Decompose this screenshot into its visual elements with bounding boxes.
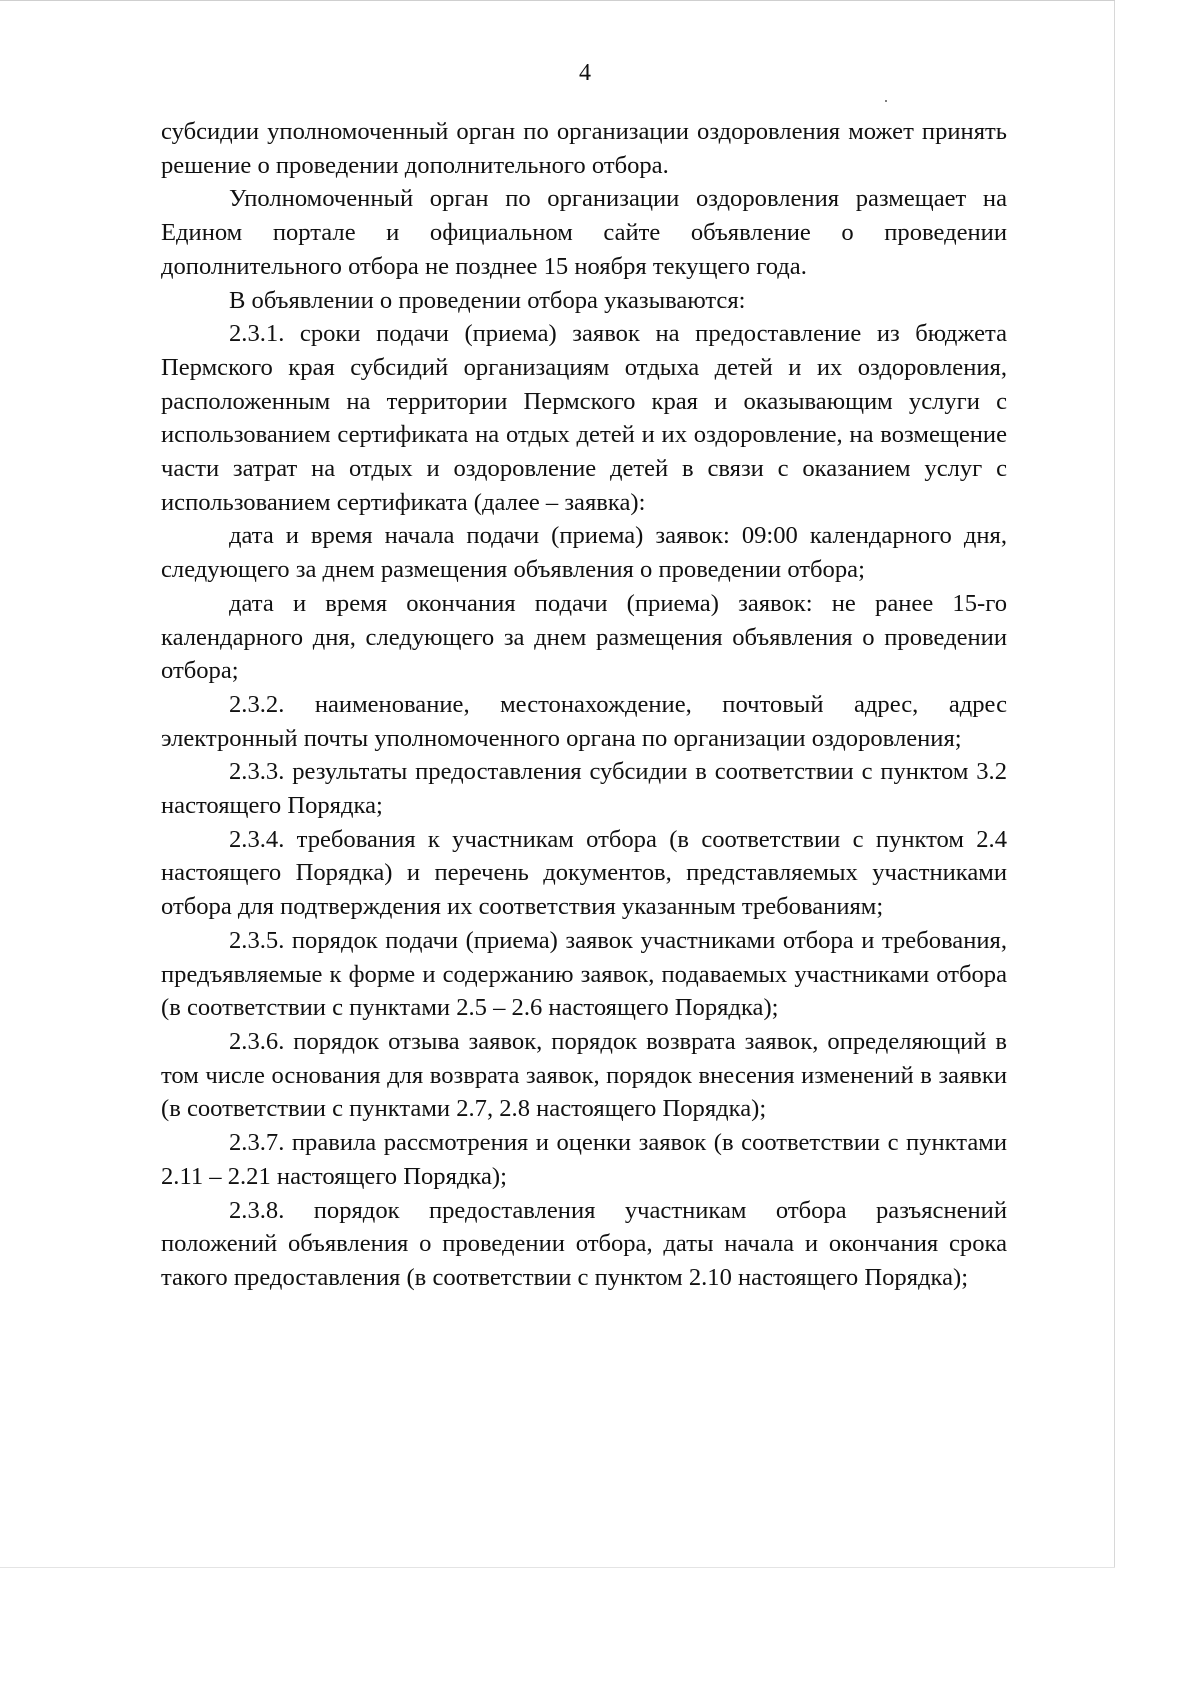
paragraph: 2.3.8. порядок предоставления участникам отбора разъяснений положений объявления о проведении отбора, даты начала и окончания срока такого предоставления (в соответствии с пунктом 2.10 настоящего Порядка); [161, 1196, 1007, 1291]
paragraph: 2.3.1. сроки подачи (приема) заявок на предоставление из бюджета Пермского края субсидий организациям отдыха детей и их оздоровления, расположенным на территории Пермского края и оказывающим услуги с использованием сертификата на отдых детей и их оздоровление, на возмещение части затрат на отдых и оздоровление детей в связи с оказанием услуг с использованием сертификата (далее – заявка): [161, 320, 1007, 516]
paragraph: 2.3.6. порядок отзыва заявок, порядок возврата заявок, определяющий в том числе основания для возврата заявок, порядок внесения изменений в заявки (в соответствии с пунктами 2.7, 2.8 настоящего Порядка); [161, 1027, 1007, 1123]
scan-artifact [885, 100, 887, 102]
paragraph: 2.3.2. наименование, местонахождение, почтовый адрес, адрес электронный почты уполномоченного органа по организации оздоровления; [161, 690, 1007, 752]
paragraph: 2.3.7. правила рассмотрения и оценки заявок (в соответствии с пунктами 2.11 – 2.21 настоящего Порядка); [161, 1129, 1007, 1190]
paragraph: 2.3.5. порядок подачи (приема) заявок участниками отбора и требования, предъявляемые к форме и содержанию заявок, подаваемых участниками отбора (в соответствии с пунктами 2.5 – 2.6 настоящего Порядка); [161, 926, 1007, 1022]
paragraph: Уполномоченный орган по организации оздоровления размещает на Едином портале и официальном сайте объявление о проведении дополнительного отбора не позднее 15 ноября текущего года. [161, 185, 1007, 280]
paragraph: дата и время окончания подачи (приема) заявок: не ранее 15-го календарного дня, следующего за днем размещения объявления о проведении отбора; [161, 589, 1007, 685]
paragraph: дата и время начала подачи (приема) заявок: 09:00 календарного дня, следующего за днем размещения объявления о проведении отбора; [161, 522, 1007, 584]
page-number: 4 [579, 60, 591, 86]
paragraph: субсидии уполномоченный орган по организации оздоровления может принять решение о проведении дополнительного отбора. [161, 118, 1007, 179]
paragraph: В объявлении о проведении отбора указываются: [229, 286, 746, 314]
paragraph: 2.3.3. результаты предоставления субсидии в соответствии с пунктом 3.2 настоящего Порядка; [161, 758, 1007, 820]
document-body [161, 115, 1007, 1295]
paragraph: 2.3.4. требования к участникам отбора (в соответствии с пунктом 2.4 настоящего Порядка) и перечень документов, представляемых участниками отбора для подтверждения их соответствия указанным требованиям; [161, 825, 1007, 921]
